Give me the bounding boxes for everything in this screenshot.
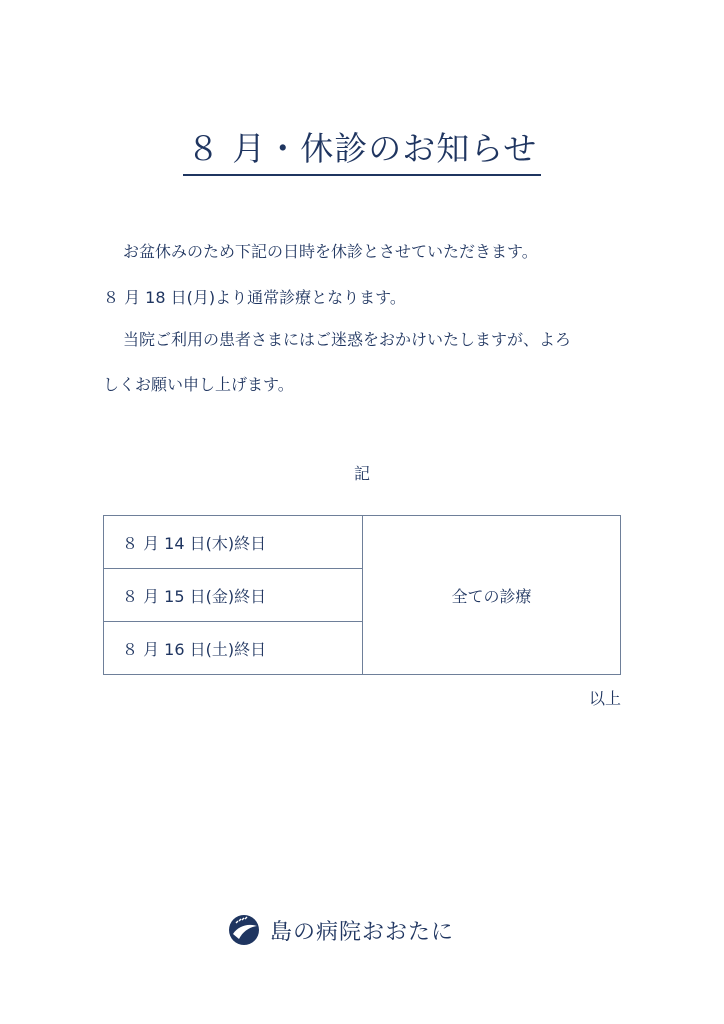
body-paragraph-3: 当院ご利用の患者さまにはご迷惑をおかけいたしますが、よろ (123, 330, 572, 349)
clinic-logo-icon (228, 914, 260, 946)
ki-heading: 記 (353, 464, 370, 483)
clinic-footer (228, 913, 454, 947)
body-paragraph-1: お盆休みのため下記の日時を休診とさせていただきます。 (123, 242, 538, 261)
clinic-name: 島の病院おおたに (270, 919, 455, 945)
closure-date: ８ 月 15 日(金)終日 (104, 569, 363, 622)
page-title: ８ 月・休診のお知らせ (183, 128, 542, 176)
closing-mark: 以上 (588, 689, 621, 708)
closure-scope: 全ての診療 (363, 516, 621, 675)
body-paragraph-2: ８ 月 18 日(月)より通常診療となります。 (103, 288, 406, 307)
body-paragraph-4: しくお願い申し上げます。 (103, 375, 294, 394)
title-block (0, 128, 724, 176)
table-row (104, 516, 621, 569)
closure-date: ８ 月 16 日(土)終日 (104, 622, 363, 675)
closure-date: ８ 月 14 日(木)終日 (104, 516, 363, 569)
closure-schedule-table (103, 515, 621, 675)
